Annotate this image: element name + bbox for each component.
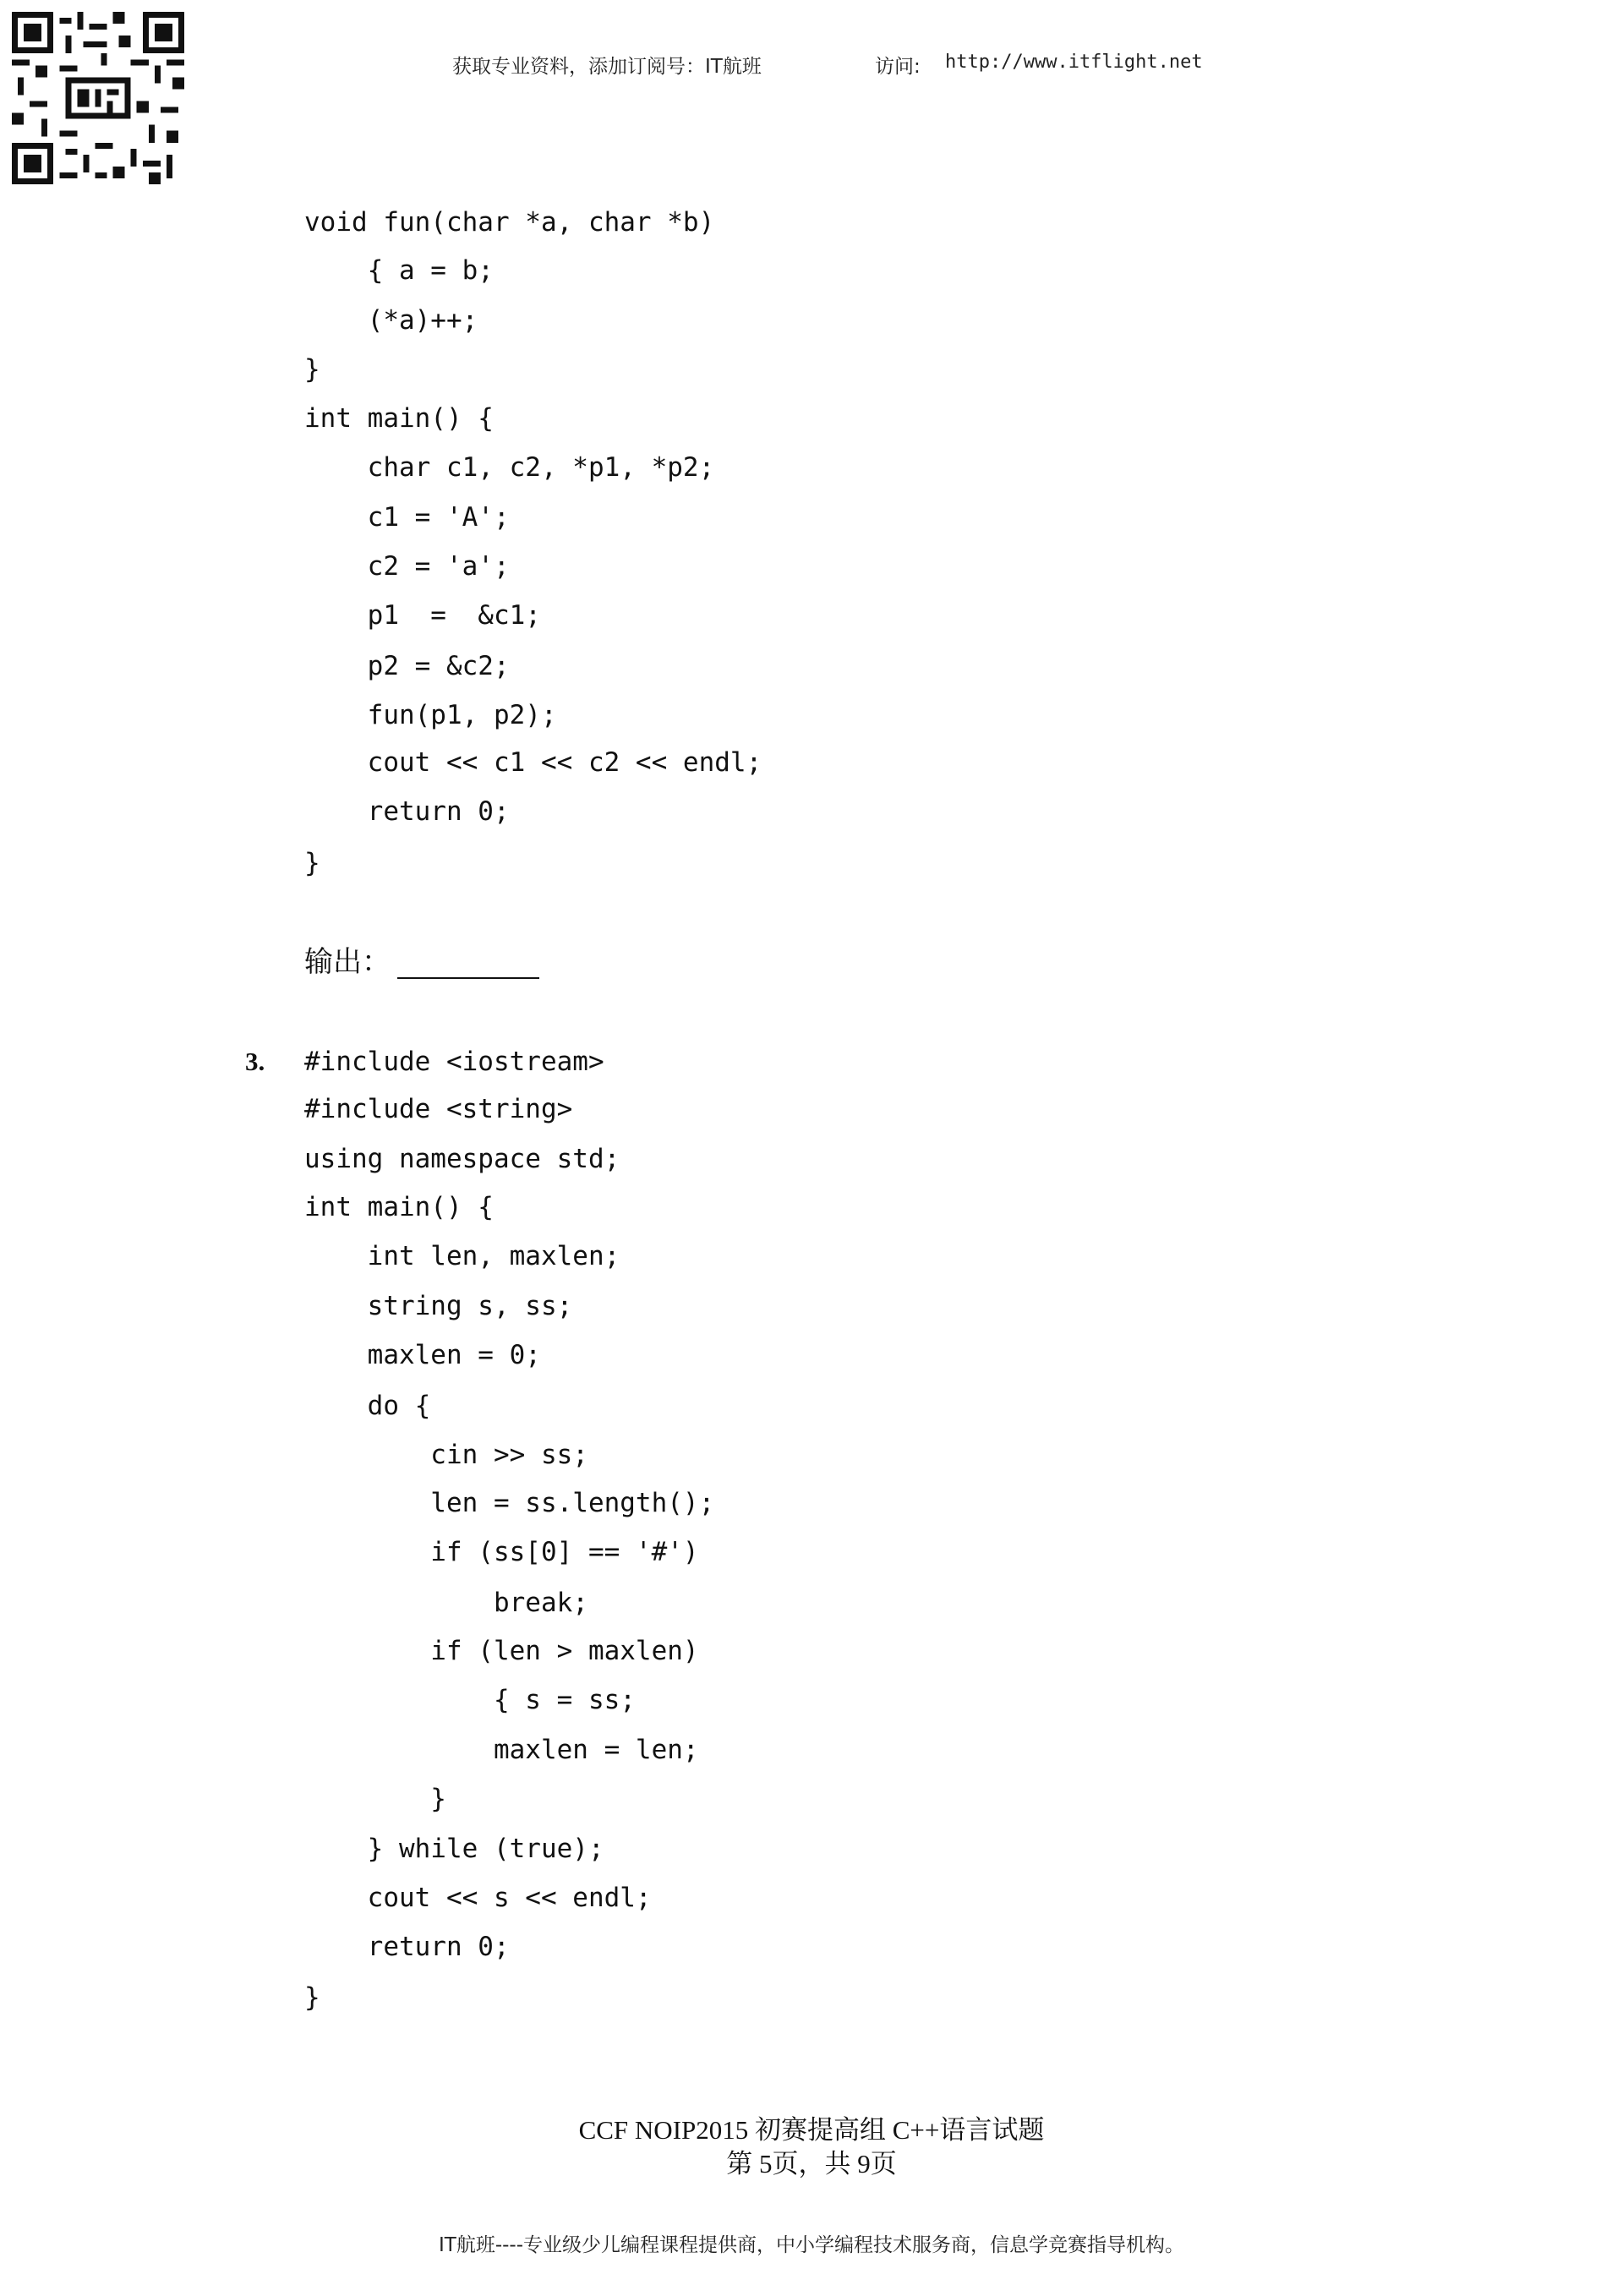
code-line: int main() { xyxy=(304,403,494,434)
question-3-number: 3. xyxy=(245,1047,265,1076)
code-line: { a = b; xyxy=(304,255,494,286)
code-line: maxlen = len; xyxy=(304,1735,699,1765)
code-line: do { xyxy=(304,1391,431,1421)
code-line: return 0; xyxy=(304,796,510,827)
header-url-link[interactable]: http://www.itflight.net xyxy=(945,52,1203,73)
qr-code-image xyxy=(12,12,184,184)
bottom-promo-note: IT航班----专业级少儿编程课程提供商，中小学编程技术服务商，信息学竞赛指导机构。 xyxy=(438,2234,1185,2256)
answer-blank[interactable] xyxy=(397,952,539,979)
code-line: using namespace std; xyxy=(304,1144,620,1174)
code-line: return 0; xyxy=(304,1932,510,1962)
code-line: } while (true); xyxy=(304,1834,604,1864)
code-line: fun(p1, p2); xyxy=(304,700,557,730)
code-line: #include <string> xyxy=(304,1094,573,1124)
output-label: 输出： xyxy=(304,945,391,979)
code-line: } xyxy=(304,354,320,385)
footer-page-number: 第 5页，共 9页 xyxy=(726,2149,897,2178)
code-line: (*a)++; xyxy=(304,305,478,336)
code-line: } xyxy=(304,1784,446,1814)
page-header xyxy=(0,51,1623,76)
code-line: len = ss.length(); xyxy=(304,1488,715,1518)
code-line: p1 = &c1; xyxy=(304,600,541,631)
code-line: int main() { xyxy=(304,1192,494,1222)
footer-title: CCF NOIP2015 初赛提高组 C++语言试题 xyxy=(578,2115,1045,2145)
code-line: int len, maxlen; xyxy=(304,1241,620,1271)
output-answer-line xyxy=(304,945,539,979)
header-visit-label: 访问: xyxy=(875,56,921,78)
code-line: } xyxy=(304,848,320,878)
code-line: void fun(char *a, char *b) xyxy=(304,207,715,238)
code-line: c1 = 'A'; xyxy=(304,502,510,533)
code-line: cout << s << endl; xyxy=(304,1883,652,1913)
code-line: if (ss[0] == '#') xyxy=(304,1537,699,1567)
code-line: maxlen = 0; xyxy=(304,1340,541,1370)
code-line: char c1, c2, *p1, *p2; xyxy=(304,452,715,483)
code-line: cin >> ss; xyxy=(304,1440,588,1470)
code-line: { s = ss; xyxy=(304,1685,636,1715)
code-line: } xyxy=(304,1982,320,2013)
code-line: cout << c1 << c2 << endl; xyxy=(304,747,762,778)
header-subscription-text: 获取专业资料，添加订阅号：IT航班 xyxy=(452,56,762,78)
code-line: #include <iostream> xyxy=(304,1047,604,1077)
code-line: break; xyxy=(304,1588,588,1618)
code-line: string s, ss; xyxy=(304,1291,573,1321)
code-line: c2 = 'a'; xyxy=(304,551,510,582)
code-line: if (len > maxlen) xyxy=(304,1636,699,1666)
code-line: p2 = &c2; xyxy=(304,651,510,681)
